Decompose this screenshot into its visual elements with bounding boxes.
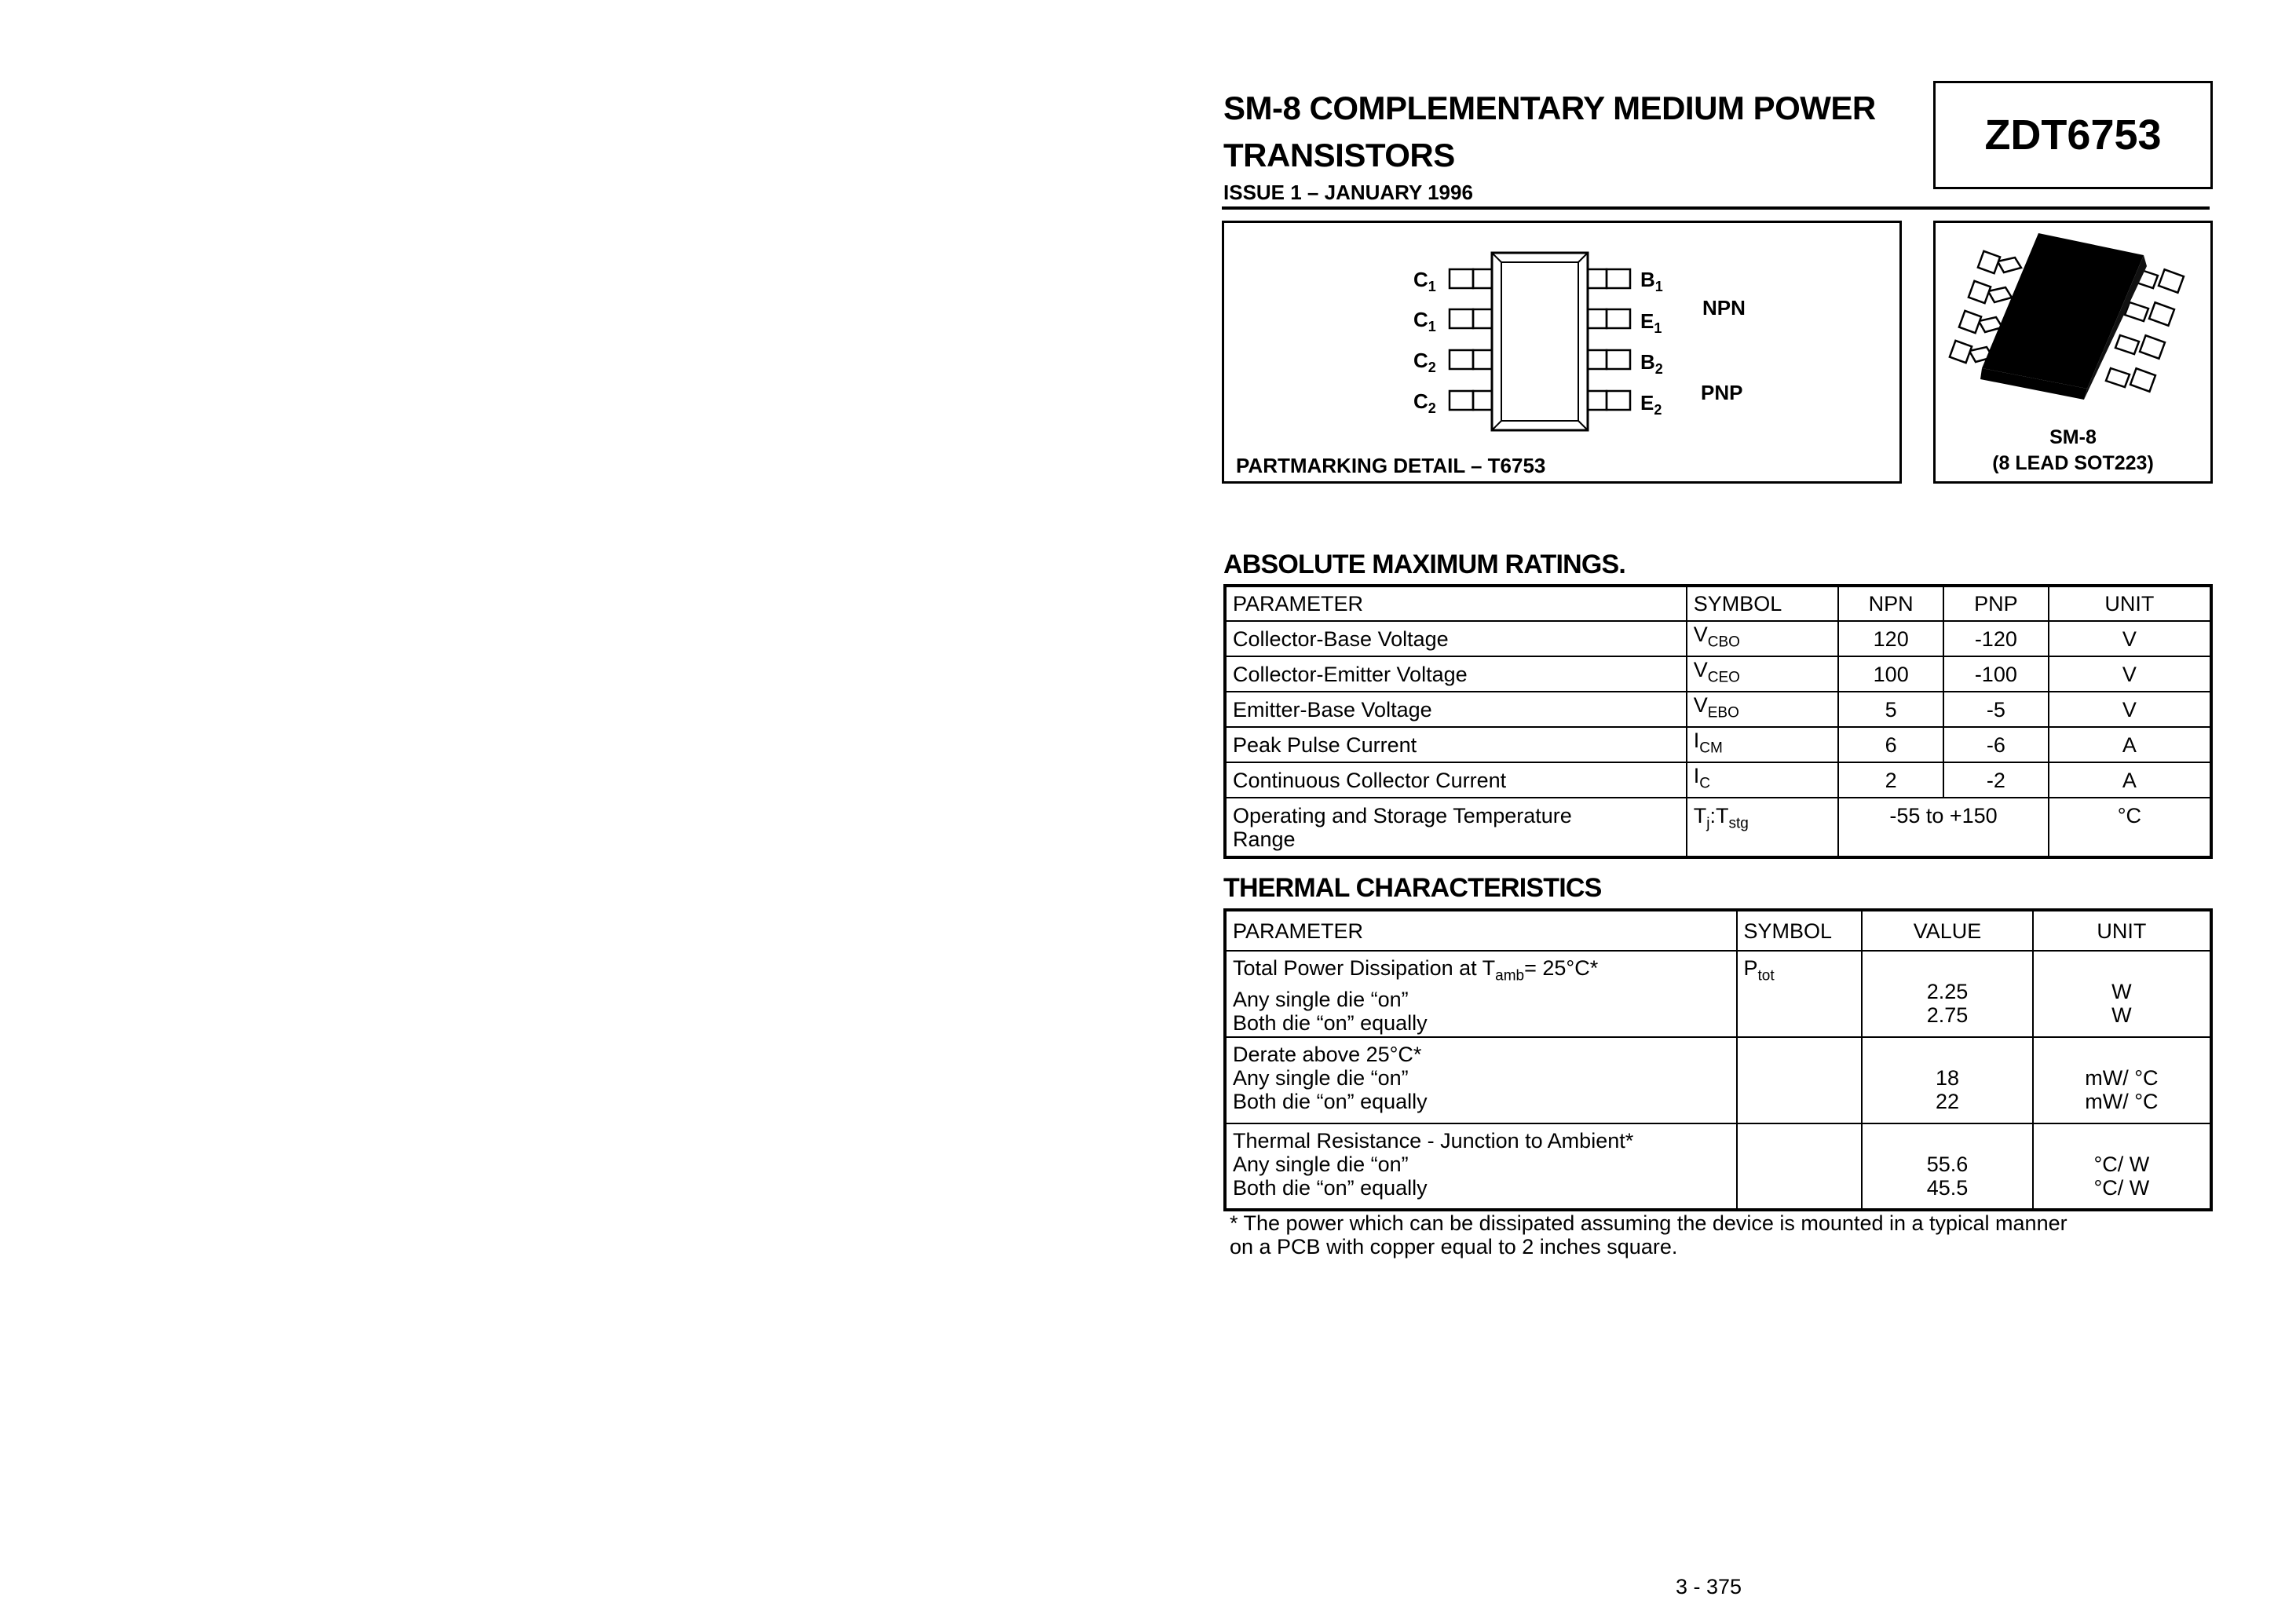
param-cell: Operating and Storage Temperature Range [1225, 798, 1687, 857]
npn-cell: 100 [1838, 656, 1943, 692]
unit-cell: mW/ °C mW/ °C [2033, 1037, 2211, 1123]
abs-max-table [1223, 584, 2213, 859]
table-row [1225, 1037, 2211, 1123]
pin-label-left-1: $C_1$ [1413, 268, 1436, 295]
value-cell: 18 22 [1862, 1037, 2032, 1123]
npn-cell: 120 [1838, 621, 1943, 656]
pnp-cell: -5 [1943, 692, 2049, 727]
pin-label-right-3: $B_2$ [1640, 350, 1663, 378]
npn-cell: 6 [1838, 727, 1943, 762]
col-header-value: VALUE [1862, 910, 2032, 951]
pnp-cell: -120 [1943, 621, 2049, 656]
ic-body-inner [1501, 262, 1578, 421]
pinout-diagram [1222, 221, 1902, 484]
partmarking-detail: PARTMARKING DETAIL – T6753 [1236, 454, 1546, 477]
param-cell: Collector-Emitter Voltage [1225, 656, 1687, 692]
document-title [1223, 85, 1930, 179]
symbol-cell: $P_{tot}$ [1737, 951, 1863, 1037]
pin-label-right-4: $E_2$ [1640, 391, 1662, 418]
package-body [1982, 233, 2144, 389]
unit-cell: A [2049, 762, 2211, 798]
symbol-cell: $V_{CBO}$ [1687, 621, 1839, 656]
pin-label-left-2: $C_1$ [1413, 308, 1436, 335]
param-cell: Continuous Collector Current [1225, 762, 1687, 798]
pin-left-2 [1450, 309, 1473, 328]
package-description: (8 LEAD SOT223) [1992, 452, 2154, 474]
col-header-pnp: PNP [1943, 586, 2049, 621]
symbol-cell: $I_{CM}$ [1687, 727, 1839, 762]
param-cell: Derate above 25°C* Any single die “on” Both die “on” equally [1225, 1037, 1737, 1123]
lead-right-4 [2106, 368, 2130, 387]
param-cell: Total Power Dissipation at $T_{amb}= 25^\circ C*$ Any single die “on” Both die “on” equally [1225, 951, 1737, 1037]
page-number: 3 - 375 [1676, 1575, 1742, 1598]
param-cell: Thermal Resistance - Junction to Ambient* Any single die “on” Both die “on” equally [1225, 1123, 1737, 1210]
pin-right-2 [1588, 309, 1607, 328]
unit-cell: A [2049, 727, 2211, 762]
pnp-label: PNP [1701, 381, 1743, 404]
table-row [1225, 727, 2211, 762]
symbol-cell: $V_{CEO}$ [1687, 656, 1839, 692]
unit-cell: °C [2049, 798, 2211, 857]
pin-right-4 [1588, 391, 1607, 410]
title-line-1: SM-8 COMPLEMENTARY MEDIUM POWER [1223, 90, 1876, 126]
abs-max-heading: ABSOLUTE MAXIMUM RATINGS. [1223, 550, 1626, 579]
table-row [1225, 762, 2211, 798]
npn-cell: 2 [1838, 762, 1943, 798]
table-header-row [1225, 910, 2211, 951]
pin-right-3 [1588, 350, 1607, 369]
part-number-box [1933, 81, 2213, 189]
col-header-unit: UNIT [2049, 586, 2211, 621]
package-name: SM-8 [2049, 426, 2097, 448]
pin-right-1 [1588, 269, 1607, 288]
part-number: ZDT6753 [1984, 111, 2162, 159]
pin-left-3 [1450, 350, 1473, 369]
value-cell: 2.25 2.75 [1862, 951, 2032, 1037]
unit-cell: V [2049, 656, 2211, 692]
pnp-cell: -100 [1943, 656, 2049, 692]
thermal-heading: THERMAL CHARACTERISTICS [1223, 873, 1602, 903]
lead-right-3 [2115, 335, 2139, 354]
param-cell: Peak Pulse Current [1225, 727, 1687, 762]
pin-label-left-4: $C_2$ [1413, 389, 1436, 417]
pin-left-1 [1450, 269, 1473, 288]
table-header-row [1225, 586, 2211, 621]
pnp-cell: -6 [1943, 727, 2049, 762]
col-header-npn: NPN [1838, 586, 1943, 621]
symbol-cell: $T_j:T_{stg}$ [1687, 798, 1839, 857]
value-cell: 55.6 45.5 [1862, 1123, 2032, 1210]
unit-cell: °C/ W °C/ W [2033, 1123, 2211, 1210]
pin-label-right-1: $B_1$ [1640, 268, 1663, 295]
table-row [1225, 621, 2211, 656]
npn-label: NPN [1702, 296, 1746, 320]
param-cell: Emitter-Base Voltage [1225, 692, 1687, 727]
range-cell: -55 to +150 [1838, 798, 2048, 857]
issue-date: ISSUE 1 – JANUARY 1996 [1223, 181, 1473, 204]
param-cell: Collector-Base Voltage [1225, 621, 1687, 656]
lead-left-2 [1988, 287, 2012, 302]
thermal-table [1223, 908, 2213, 1211]
ic-body-outer [1492, 253, 1588, 430]
lead-left-1 [1998, 258, 2021, 272]
unit-cell: V [2049, 692, 2211, 727]
pin-label-right-2: $E_1$ [1640, 309, 1662, 337]
col-header-parameter: PARAMETER [1225, 586, 1687, 621]
unit-cell: V [2049, 621, 2211, 656]
col-header-symbol: SYMBOL [1737, 910, 1863, 951]
title-line-2: TRANSISTORS [1223, 137, 1455, 174]
table-row [1225, 1123, 2211, 1210]
table-row [1225, 656, 2211, 692]
pnp-cell: -2 [1943, 762, 2049, 798]
pin-left-4 [1450, 391, 1473, 410]
symbol-cell: $V_{EBO}$ [1687, 692, 1839, 727]
thermal-footnote: * The power which can be dissipated assuming the device is mounted in a typical manner on a PCB with copper equal to 2 inches square. [1230, 1211, 2067, 1259]
table-row [1225, 951, 2211, 1037]
npn-cell: 5 [1838, 692, 1943, 727]
symbol-cell [1737, 1123, 1863, 1210]
unit-cell: W W [2033, 951, 2211, 1037]
table-row [1225, 798, 2211, 857]
table-row [1225, 692, 2211, 727]
header-divider [1222, 206, 2210, 210]
symbol-cell [1737, 1037, 1863, 1123]
col-header-parameter: PARAMETER [1225, 910, 1737, 951]
col-header-unit: UNIT [2033, 910, 2211, 951]
symbol-cell: $I_C$ [1687, 762, 1839, 798]
sm8-package-drawing [1933, 221, 2213, 409]
pin-label-left-3: $C_2$ [1413, 349, 1436, 376]
col-header-symbol: SYMBOL [1687, 586, 1839, 621]
